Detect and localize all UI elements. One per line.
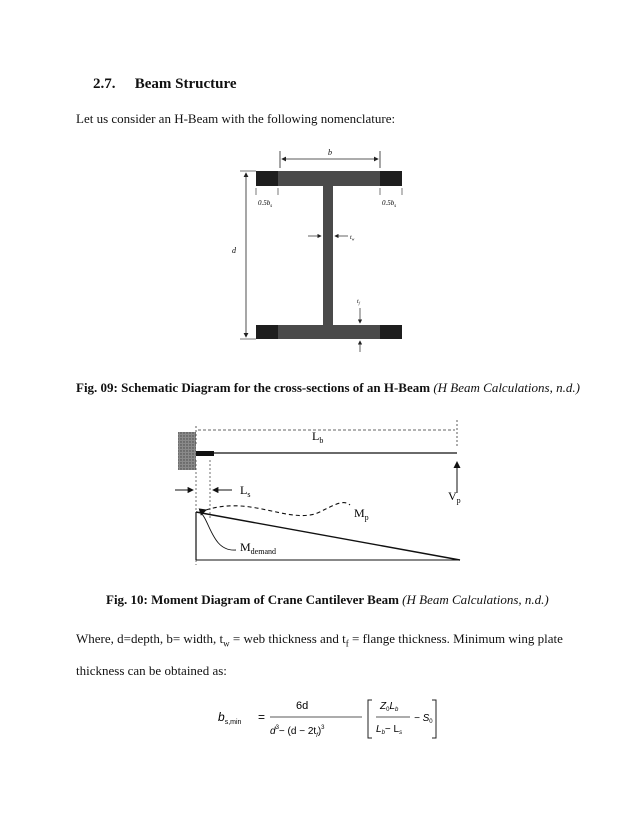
ls-label: $L_s$ <box>240 483 251 499</box>
fig10-caption-bold: Fig. 10: Moment Diagram of Crane Cantilever Beam <box>106 592 399 607</box>
mp-dashed-curve <box>206 503 350 516</box>
beam-root <box>196 451 214 456</box>
fixed-support-wall <box>178 432 196 470</box>
tf-label: $t_f$ <box>357 299 360 306</box>
eq-bracket-numerator: $Z_0L_b$ <box>380 701 399 713</box>
vp-label: $V_p$ <box>448 489 461 505</box>
where-line-1: Where, d=depth, b= width, $t_w$ = web thickness and $t_f$ = flange thickness. Minimum wing plate <box>76 631 563 649</box>
b-label: b <box>328 148 332 157</box>
eq-minus-s0: − $S_0$ <box>414 713 433 725</box>
lb-label: $L_b$ <box>312 429 324 445</box>
fig9-caption <box>76 380 580 396</box>
eq-lhs: $b_{s,min}$ <box>218 710 242 726</box>
mdemand-label: $M_{demand}$ <box>240 540 276 556</box>
half-bs-left-label: $0.5b_s$ <box>258 199 273 209</box>
top-flange-left-tip <box>256 171 278 186</box>
section-number: 2.7. <box>93 76 116 92</box>
web <box>323 186 333 325</box>
eq-equals: = <box>258 710 266 724</box>
fig10-caption <box>106 592 549 608</box>
fig9-caption-bold: Fig. 09: Schematic Diagram for the cross-sections of an H-Beam <box>76 380 431 395</box>
moment-demand-line <box>196 512 460 560</box>
section-title: Beam Structure <box>134 76 237 92</box>
tw-label: $t_w$ <box>350 235 355 242</box>
fig10-caption-citation: (H Beam Calculations, n.d.) <box>402 592 549 607</box>
bottom-flange-right-tip <box>380 325 402 339</box>
half-bs-right-label: $0.5b_s$ <box>382 199 397 209</box>
fig9-caption-citation: (H Beam Calculations, n.d.) <box>433 380 580 395</box>
eq-numerator: 6d <box>296 700 309 712</box>
bottom-flange-left-tip <box>256 325 278 339</box>
where-line-2: thickness can be obtained as: <box>76 663 227 678</box>
d-label: d <box>232 246 236 255</box>
moment-diagram <box>165 414 475 574</box>
top-flange-right-tip <box>380 171 402 186</box>
intro-paragraph: Let us consider an H-Beam with the following nomenclature: <box>76 111 396 126</box>
eq-denominator: $d^3- (d - 2t_f)^3$ <box>270 725 325 739</box>
min-wing-plate-equation <box>210 690 440 750</box>
eq-bracket-denominator: $L_b- L_s$ <box>376 724 403 736</box>
section-heading <box>93 76 237 93</box>
mp-label: $M_p$ <box>354 506 369 522</box>
h-beam-cross-section-diagram <box>225 148 425 360</box>
